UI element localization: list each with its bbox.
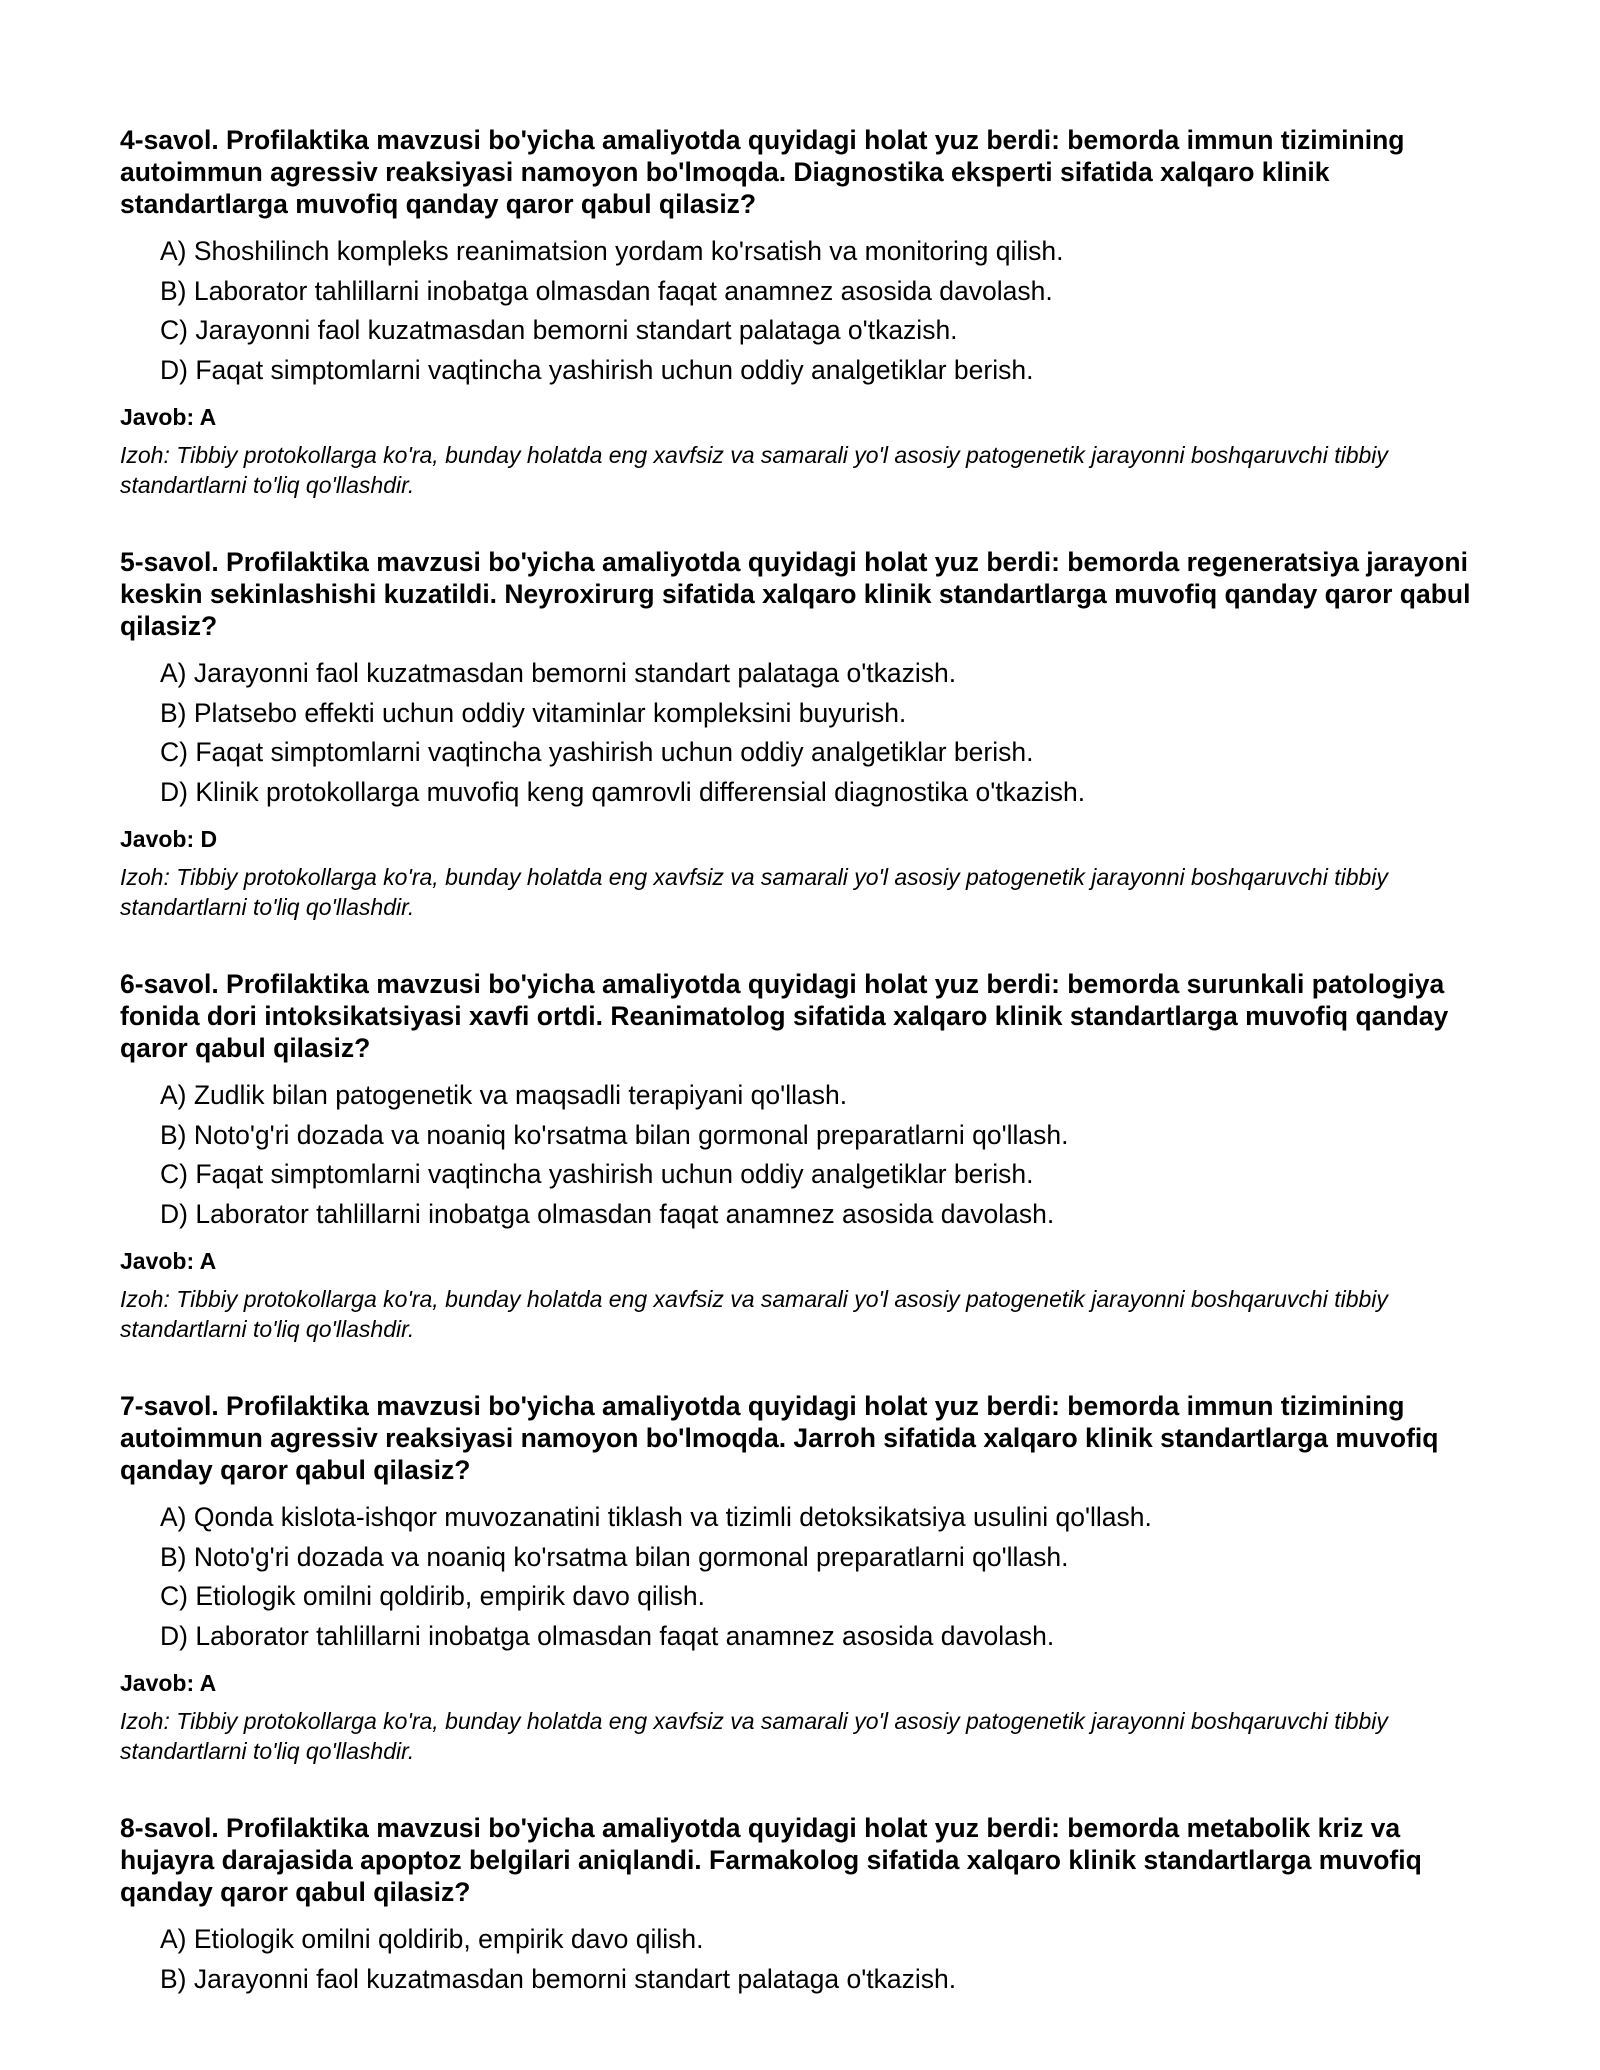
explanation: Izoh: Tibbiy protokollarga ko'ra, bunday holatda eng xavfsiz va samarali yo'l asosiy patogenetik jarayonni boshqaruvchi tibbiy standartlarni to'liq qo'llashdir. [120,864,1388,920]
option-a: A) Shoshilinch kompleks reanimatsion yordam ko'rsatish va monitoring qilish. [160,236,1064,266]
option-b: B) Noto'g'ri dozada va noaniq ko'rsatma bilan gormonal preparatlarni qo'llash. [160,1541,1069,1572]
explanation: Izoh: Tibbiy protokollarga ko'ra, bunday holatda eng xavfsiz va samarali yo'l asosiy patogenetik jarayonni boshqaruvchi tibbiy standartlarni to'liq qo'llashdir. [120,442,1388,498]
option-list [120,1920,1480,1999]
option-a: A) Jarayonni faol kuzatmasdan bemorni standart palataga o'tkazish. [160,658,957,688]
explanation: Izoh: Tibbiy protokollarga ko'ra, bunday holatda eng xavfsiz va samarali yo'l asosiy patogenetik jarayonni boshqaruvchi tibbiy standartlarni to'liq qo'llashdir. [120,1708,1388,1764]
question-text: 5-savol. Profilaktika mavzusi bo'yicha amaliyotda quyidagi holat yuz berdi: bemorda regeneratsiya jarayoni keskin sekinlashishi kuzatildi. Neyroxirurg sifatida xalqaro klinik standartlarga muvofiq qanday qaror qabul qilasiz? [120,547,1471,641]
answer: Javob: A [120,1670,217,1696]
question-7 [120,1390,1480,1766]
option-b: B) Noto'g'ri dozada va noaniq ko'rsatma bilan gormonal preparatlarni qo'llash. [160,1119,1069,1150]
option-list [120,232,1480,390]
option-d: D) Laborator tahlillarni inobatga olmasdan faqat anamnez asosida davolash. [160,1198,1055,1229]
option-list [120,654,1480,812]
option-b: B) Platsebo effekti uchun oddiy vitaminlar kompleksini buyurish. [160,697,907,728]
question-text: 8-savol. Profilaktika mavzusi bo'yicha amaliyotda quyidagi holat yuz berdi: bemorda metabolik kriz va hujayra darajasida apoptoz belgilari aniqlandi. Farmakolog sifatida xalqaro klinik standartlarga muvofiq qanday qaror qabul qilasiz? [120,1813,1422,1907]
option-a: A) Zudlik bilan patogenetik va maqsadli terapiyani qo'llash. [160,1080,848,1110]
option-list [120,1498,1480,1656]
answer: Javob: A [120,1248,217,1274]
answer: Javob: A [120,404,217,430]
option-a: A) Etiologik omilni qoldirib, empirik davo qilish. [160,1924,704,1954]
option-c: C) Etiologik omilni qoldirib, empirik davo qilish. [160,1581,705,1611]
question-text: 7-savol. Profilaktika mavzusi bo'yicha amaliyotda quyidagi holat yuz berdi: bemorda immun tizimining autoimmun agressiv reaksiyasi namoyon bo'lmoqda. Jarroh sifatida xalqaro klinik standartlarga muvofiq qanday qaror qabul qilasiz? [120,1391,1439,1485]
option-d: D) Klinik protokollarga muvofiq keng qamrovli differensial diagnostika o'tkazish. [160,776,1086,807]
explanation: Izoh: Tibbiy protokollarga ko'ra, bunday holatda eng xavfsiz va samarali yo'l asosiy patogenetik jarayonni boshqaruvchi tibbiy standartlarni to'liq qo'llashdir. [120,1286,1388,1342]
option-c: C) Jarayonni faol kuzatmasdan bemorni standart palataga o'tkazish. [160,315,958,345]
option-a: A) Qonda kislota-ishqor muvozanatini tiklash va tizimli detoksikatsiya usulini qo'llash. [160,1502,1152,1532]
question-8 [120,1812,1480,1999]
option-d: D) Faqat simptomlarni vaqtincha yashirish uchun oddiy analgetiklar berish. [160,354,1034,385]
question-5 [120,546,1480,922]
option-b: B) Jarayonni faol kuzatmasdan bemorni standart palataga o'tkazish. [160,1963,957,1994]
answer: Javob: D [120,826,218,852]
question-text: 4-savol. Profilaktika mavzusi bo'yicha amaliyotda quyidagi holat yuz berdi: bemorda immun tizimining autoimmun agressiv reaksiyasi namoyon bo'lmoqda. Diagnostika eksperti sifatida xalqaro klinik standartlarga muvofiq qanday qaror qabul qilasiz? [120,125,1405,219]
option-c: C) Faqat simptomlarni vaqtincha yashirish uchun oddiy analgetiklar berish. [160,737,1034,767]
question-4 [120,124,1480,500]
option-d: D) Laborator tahlillarni inobatga olmasdan faqat anamnez asosida davolash. [160,1620,1055,1651]
option-c: C) Faqat simptomlarni vaqtincha yashirish uchun oddiy analgetiklar berish. [160,1159,1034,1189]
question-text: 6-savol. Profilaktika mavzusi bo'yicha amaliyotda quyidagi holat yuz berdi: bemorda surunkali patologiya fonida dori intoksikatsiyasi xavfi ortdi. Reanimatolog sifatida xalqaro klinik standartlarga muvofiq qanday qaror qabul qilasiz? [120,969,1449,1063]
option-b: B) Laborator tahlillarni inobatga olmasdan faqat anamnez asosida davolash. [160,275,1053,306]
question-6 [120,968,1480,1344]
option-list [120,1076,1480,1234]
